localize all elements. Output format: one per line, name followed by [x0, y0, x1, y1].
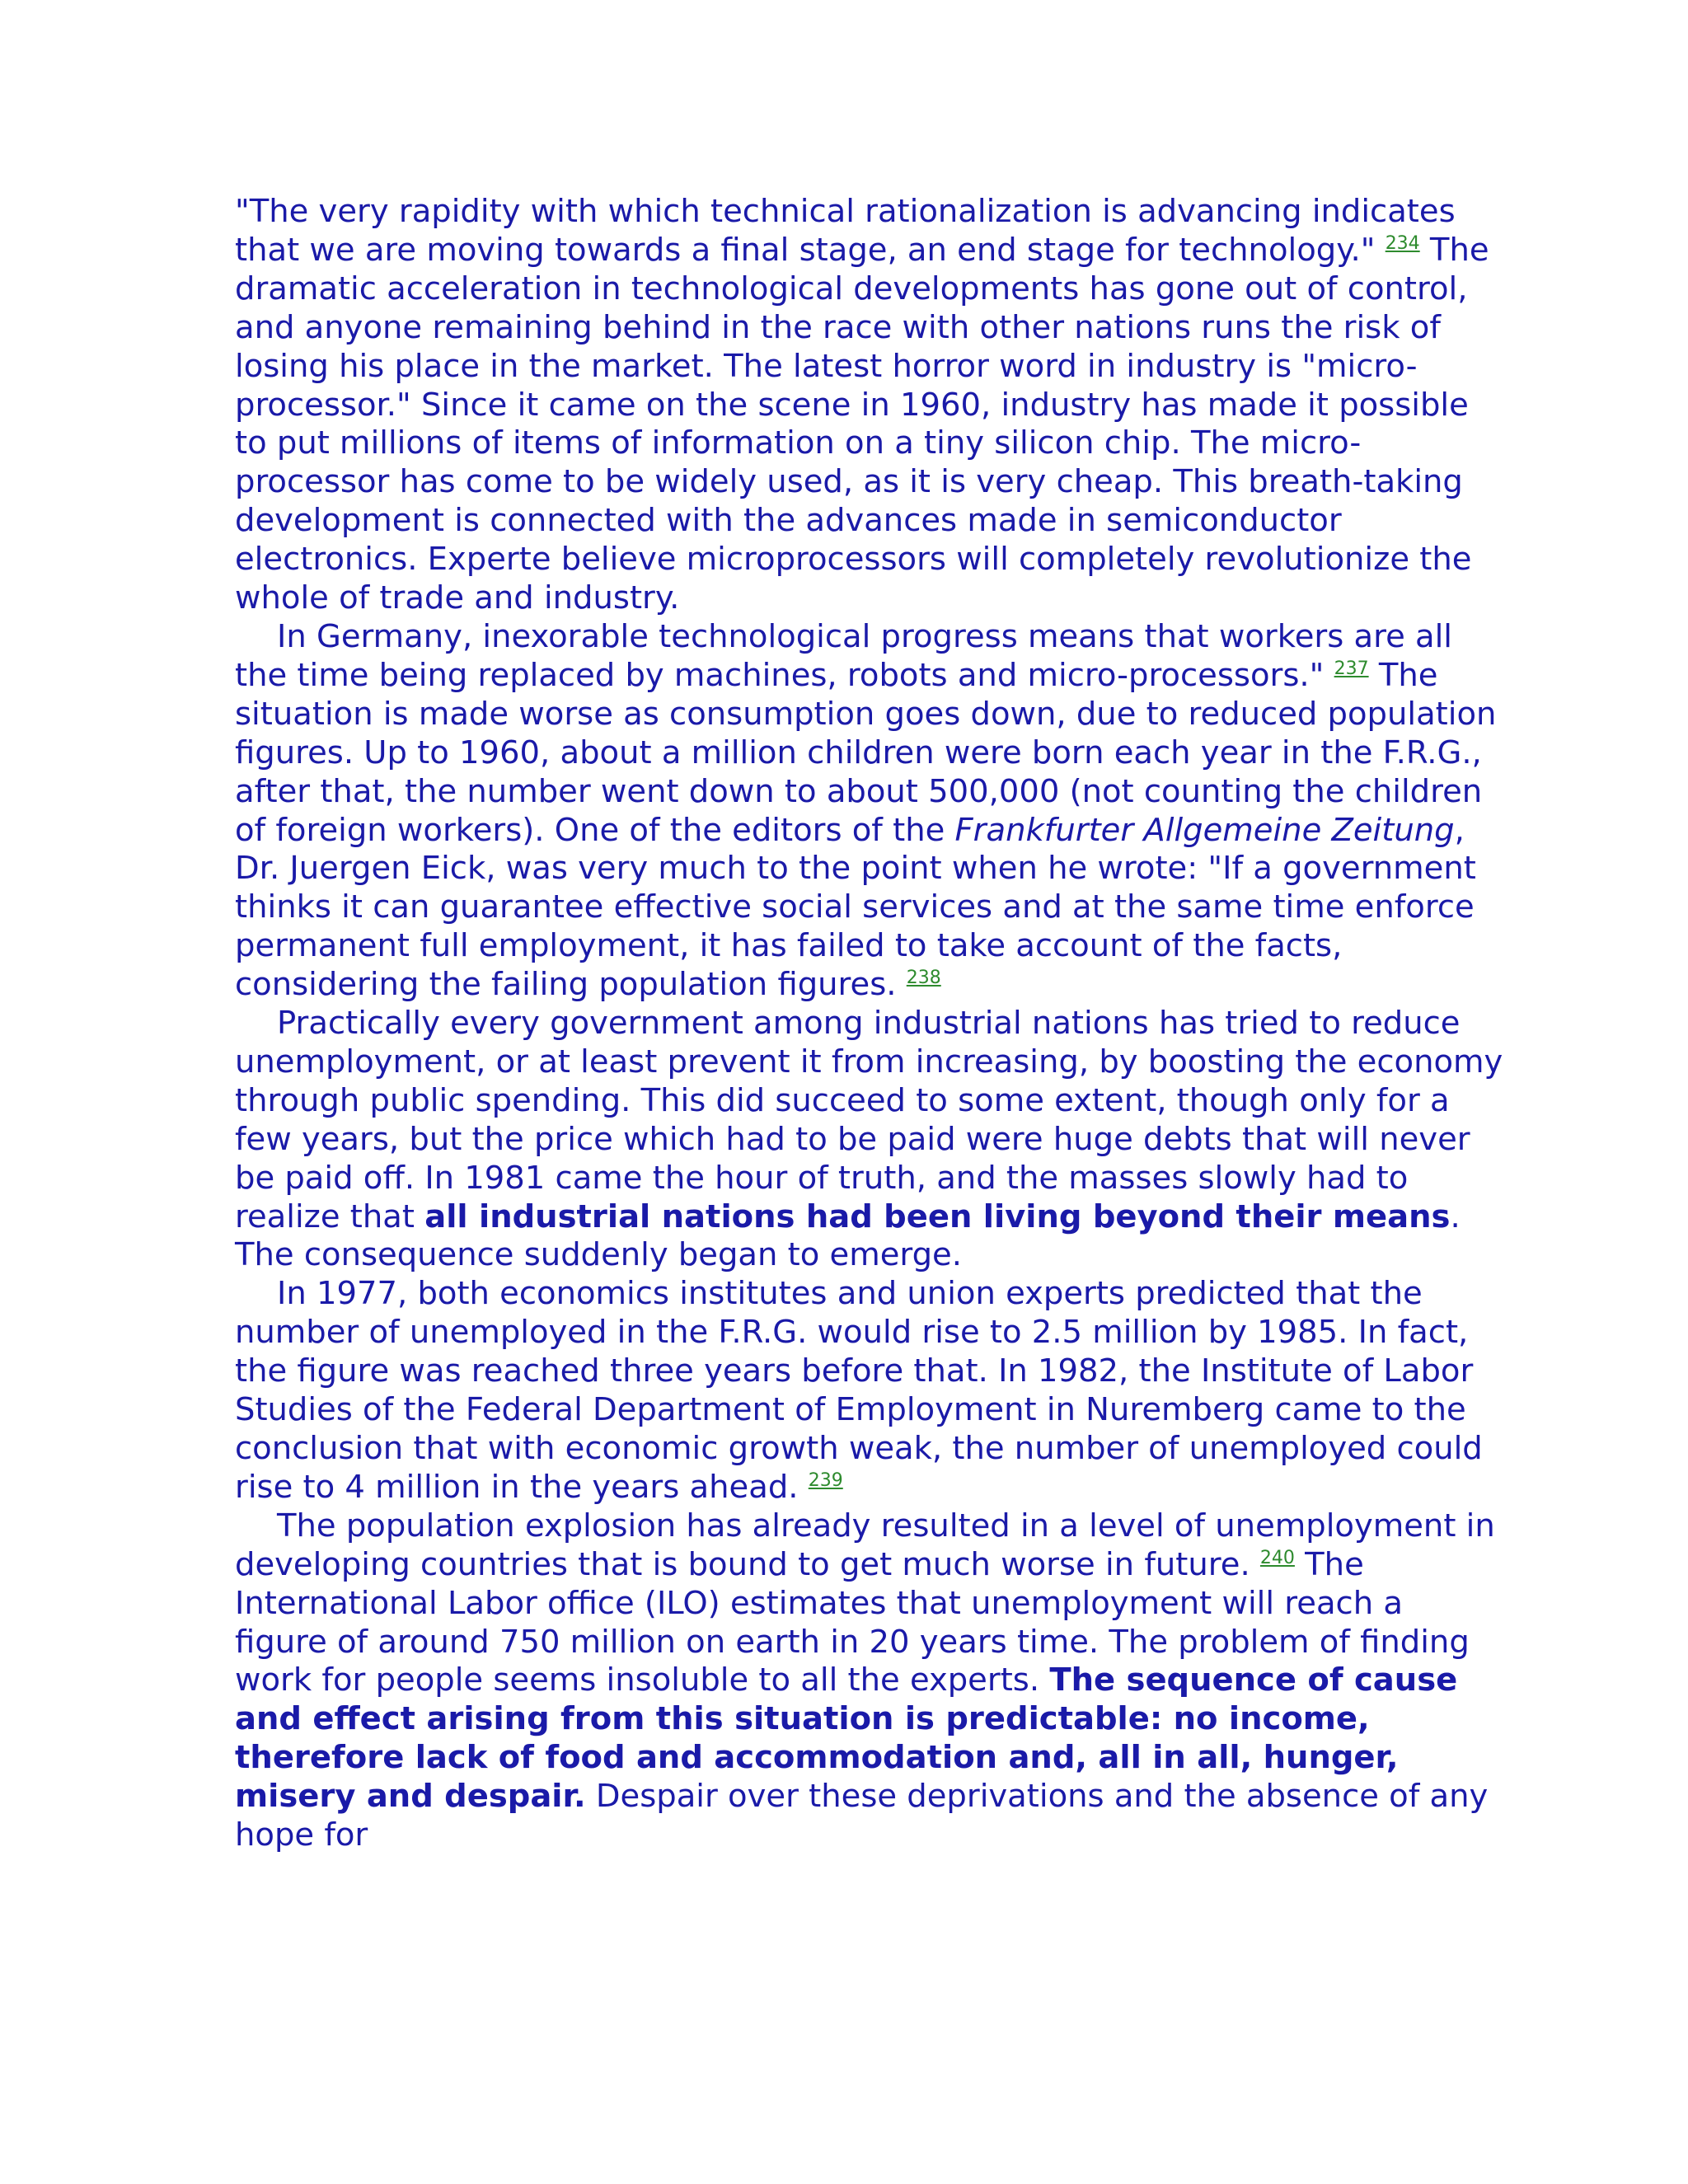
text-run: Practically every government among industrial nations has tried to reduce unemployment, or at least prevent it from increasing, by boosting the economy through public spending. This did succeed to some extent, though only for a few years, but the price which had to be paid were huge debts that will never be paid off. In 1981 came the hour of truth, and the masses slowly had to realize that — [235, 1005, 1503, 1235]
text-run: Despair over these deprivations and the absence of any hope for — [235, 1778, 1489, 1854]
bold-text: all industrial nations had been living beyond their means — [424, 1197, 1451, 1235]
paragraph-2 — [235, 618, 1504, 1005]
document-page — [235, 193, 1504, 1855]
text-run: In Germany, inexorable technological progress means that workers are all the time being replaced by machines, robots and micro-processors." — [235, 617, 1452, 694]
footnote-link[interactable]: 240 — [1259, 1547, 1295, 1568]
footnote-link[interactable]: 237 — [1334, 658, 1369, 679]
paragraph-3 — [235, 1005, 1504, 1275]
text-run: In 1977, both economics institutes and union experts predicted that the number of unemployed in the F.R.G. would rise to 2.5 million by 1985. In fact, the figure was reached three years before that. In 1982, the Institute of Labor Studies of the Federal Department of Employment in Nuremberg came to the conclusion that with economic growth weak, the number of unemployed could rise to 4 million in the years ahead. — [235, 1275, 1483, 1506]
text-run: The population explosion has already resulted in a level of unemployment in developing countries that is bound to get much worse in future. — [235, 1507, 1495, 1583]
italic-title: Frankfurter Allgemeine Zeitung — [954, 811, 1455, 849]
footnote-link[interactable]: 239 — [808, 1469, 843, 1491]
text-run: The situation is made worse as consumption goes down, due to reduced population figures. Up to 1960, about a million children were born each year in the F.R.G., after that, the number went down to about 500,000 (not counting the children of foreign workers). One of the editors of the — [235, 656, 1497, 849]
text-run: The International Labor office (ILO) estimates that unemployment will reach a figure of around 750 million on earth in 20 years time. The problem of finding work for people seems insoluble to all the experts. — [235, 1545, 1470, 1699]
text-run: . The consequence suddenly began to emerge. — [235, 1197, 1461, 1274]
text-run: , Dr. Juergen Eick, was very much to the point when he wrote: "If a government thinks it can guarantee effective social services and at the same time enforce permanent full employment, it has failed to take account of the facts, considering the failing population figures. — [235, 811, 1476, 1004]
footnote-link[interactable]: 238 — [906, 968, 941, 989]
footnote-link[interactable]: 234 — [1385, 232, 1420, 254]
paragraph-5 — [235, 1507, 1504, 1855]
paragraph-1 — [235, 193, 1504, 618]
text-run: The dramatic acceleration in technological developments has gone out of control, and anyone remaining behind in the race with other nations runs the risk of losing his place in the market. The latest horror word in industry is "micro-processor." Since it came on the scene in 1960, industry has made it possible to put millions of items of information on a tiny silicon chip. The micro-processor has come to be widely used, as it is very cheap. This breath-taking development is connected with the advances made in semiconductor electronics. Experte believe microprocessors will completely revolutionize the whole of trade and industry. — [235, 231, 1489, 617]
paragraph-4 — [235, 1275, 1504, 1507]
bold-text: The sequence of cause and effect arising from this situation is predictable: no income, therefore lack of food and accommodation and, all in all, hunger, misery and despair. — [235, 1661, 1458, 1816]
text-run: "The very rapidity with which technical rationalization is advancing indicates that we are moving towards a final stage, an end stage for technology." — [235, 193, 1456, 269]
